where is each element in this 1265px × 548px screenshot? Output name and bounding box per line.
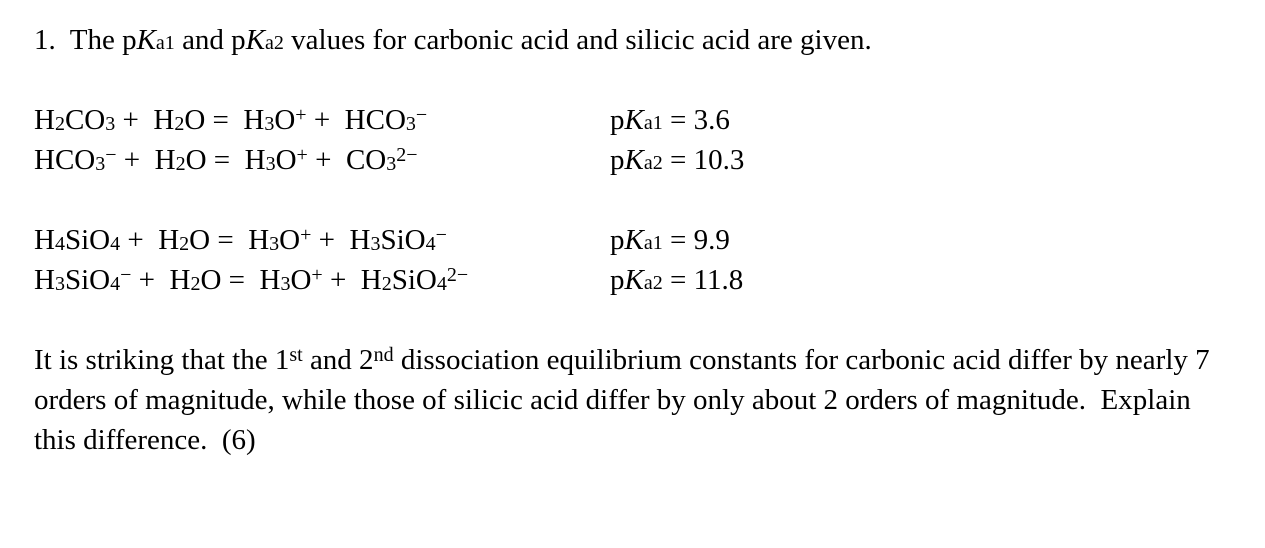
question-number: 1. [34, 24, 56, 56]
silicic-pka1-p: p [610, 224, 625, 256]
silicic-eq1-h4sio4-h: H [34, 224, 55, 256]
silicic-eq1-plus2: + [311, 224, 343, 256]
carbonic-eq1-h3o-o: O [274, 104, 296, 136]
silicic-eq1-h4sio4-4b: 4 [110, 233, 121, 255]
carbonic-equation-2 [34, 142, 418, 178]
carbonic-eq1-h2o-o: O [184, 104, 206, 136]
carbonic-eq1-h2co3-co: CO [64, 104, 106, 136]
carbonic-eq2-hco3-hco: HCO [34, 144, 96, 176]
silicic-eq1-h3sio4-h: H [349, 224, 371, 256]
carbonic-pka2-p: p [610, 144, 625, 176]
silicic-pka1-k: K [624, 224, 644, 256]
carbonic-eq2-h3o-plus: + [296, 144, 308, 166]
silicic-eq2-plus1: + [131, 264, 163, 296]
carbonic-pka2-sub: a2 [643, 152, 663, 174]
carbonic-eq2-hco3-3: 3 [95, 153, 106, 175]
silicic-eq2-h3o-3: 3 [280, 273, 291, 295]
silicic-eq1-h4sio4-sio: SiO [64, 224, 111, 256]
silicic-eq1-plus1: + [120, 224, 151, 256]
silicic-equation-2 [34, 262, 468, 298]
question-intro-post: values for carbonic acid and silicic acid are given. [283, 24, 872, 56]
silicic-equation-1 [34, 222, 447, 258]
carbonic-eq2-equals: = [206, 144, 238, 176]
carbonic-eq2-plus2: + [307, 144, 339, 176]
silicic-eq2-h2sio4-charge: 2− [446, 264, 469, 286]
silicic-eq1-h3sio4-3: 3 [370, 233, 381, 255]
paragraph-part1: It is striking that the 1 [34, 344, 290, 376]
silicic-eq2-h3o-plus: + [311, 264, 323, 286]
carbonic-eq2-h3o-3: 3 [265, 153, 276, 175]
silicic-eq2-h2sio4-2: 2 [381, 273, 392, 295]
silicic-eq2-plus2: + [322, 264, 354, 296]
carbonic-equation-1 [34, 102, 427, 138]
silicic-eq2-h2sio4-sio: SiO [391, 264, 437, 296]
silicic-eq1-h2o-o: O [189, 224, 211, 256]
silicic-eq2-h2o-h: H [169, 264, 191, 296]
silicic-eq2-h3sio4-sio: SiO [64, 264, 111, 296]
carbonic-eq2-co3-co: CO [345, 144, 387, 176]
carbonic-eq2-h3o-h: H [244, 144, 266, 176]
silicic-pka2-sub: a2 [643, 272, 663, 294]
ka-symbol-2: K [245, 24, 266, 56]
carbonic-pka1 [610, 102, 730, 141]
carbonic-eq1-h3o-plus: + [295, 104, 307, 126]
silicic-eq1-h4sio4-4: 4 [54, 233, 65, 255]
silicic-eq1-h2o-h: H [158, 224, 180, 256]
carbonic-eq1-h2co3-3: 3 [105, 113, 116, 135]
silicic-eq2-h2o-2: 2 [190, 273, 201, 295]
question-intro-mid: and p [174, 24, 246, 56]
silicic-eq1-h3o-h: H [248, 224, 270, 256]
carbonic-eq2-hco3-minus: − [105, 144, 117, 166]
carbonic-eq1-hco3-hco: HCO [344, 104, 406, 136]
silicic-pka1-sub: a1 [643, 232, 663, 254]
silicic-eq2-h3sio4-h: H [34, 264, 55, 296]
silicic-eq1-h3o-plus: + [300, 224, 312, 246]
silicic-eq1-equals: = [210, 224, 241, 256]
carbonic-eq1-h2co3-2: 2 [54, 113, 65, 135]
silicic-pka1-value: = 9.9 [662, 224, 730, 256]
carbonic-eq2-plus1: + [116, 144, 148, 176]
carbonic-eq1-equals: = [205, 104, 237, 136]
silicic-pka2 [610, 262, 743, 301]
carbonic-pka1-k: K [624, 104, 644, 136]
silicic-eq1-h3sio4-4: 4 [425, 233, 436, 255]
silicic-eq2-h3sio4-4: 4 [110, 273, 121, 295]
silicic-eq1-h3sio4-sio: SiO [380, 224, 426, 256]
carbonic-eq1-hco3-minus: − [415, 104, 428, 126]
question-paragraph [34, 340, 1234, 460]
carbonic-pka2-value: = 10.3 [662, 144, 745, 176]
carbonic-eq2-co3-charge: 2− [396, 144, 418, 166]
question-header [34, 22, 872, 61]
carbonic-eq2-co3-3: 3 [386, 153, 397, 175]
silicic-eq2-h2sio4-h: H [360, 264, 382, 296]
silicic-pka2-value: = 11.8 [662, 264, 744, 296]
silicic-eq2-h3o-o: O [290, 264, 312, 296]
carbonic-eq1-plus2: + [306, 104, 338, 136]
silicic-pka1 [610, 222, 730, 261]
silicic-eq2-equals: = [221, 264, 253, 296]
carbonic-eq1-h2co3-h: H [34, 104, 55, 136]
paragraph-st: st [289, 344, 303, 366]
silicic-pka2-p: p [610, 264, 625, 296]
carbonic-eq1-h3o-h: H [243, 104, 265, 136]
carbonic-eq1-hco3-3: 3 [405, 113, 416, 135]
carbonic-eq2-h2o-h: H [154, 144, 176, 176]
ka-symbol: K [136, 24, 156, 56]
silicic-eq2-h2o-o: O [200, 264, 222, 296]
carbonic-pka1-sub: a1 [643, 112, 663, 134]
carbonic-pka2 [610, 142, 744, 181]
silicic-pka2-k: K [624, 264, 644, 296]
carbonic-pka1-p: p [610, 104, 625, 136]
silicic-eq2-h3sio4-minus: − [120, 264, 132, 286]
question-intro-pre: The p [69, 24, 137, 56]
carbonic-eq1-h2o-2: 2 [174, 113, 185, 135]
silicic-eq1-h3o-3: 3 [269, 233, 280, 255]
carbonic-eq1-h3o-3: 3 [264, 113, 275, 135]
paragraph-part2: and 2 [302, 344, 374, 376]
carbonic-eq1-plus1: + [115, 104, 147, 136]
silicic-eq1-h3sio4-minus: − [435, 224, 447, 246]
carbonic-eq2-h3o-o: O [275, 144, 297, 176]
silicic-eq1-h3o-o: O [279, 224, 301, 256]
paragraph-nd: nd [373, 344, 394, 366]
silicic-eq1-h2o-2: 2 [179, 233, 190, 255]
a2-label: a2 [265, 32, 284, 54]
silicic-eq2-h3sio4-3: 3 [54, 273, 65, 295]
paragraph-part3: dissociation equilibrium constants for carbonic acid differ by nearly 7 orders of magnitude, while those of silicic acid differ by only about 2 orders of magnitude. Explain this difference. (6) [34, 344, 1217, 456]
a1-label: a1 [155, 32, 175, 54]
carbonic-eq1-h2o-h: H [153, 104, 175, 136]
silicic-eq2-h2sio4-4: 4 [436, 273, 447, 295]
silicic-eq2-h3o-h: H [259, 264, 281, 296]
carbonic-eq2-h2o-2: 2 [175, 153, 186, 175]
carbonic-pka1-value: = 3.6 [662, 104, 730, 136]
carbonic-eq2-h2o-o: O [185, 144, 207, 176]
carbonic-pka2-k: K [624, 144, 644, 176]
